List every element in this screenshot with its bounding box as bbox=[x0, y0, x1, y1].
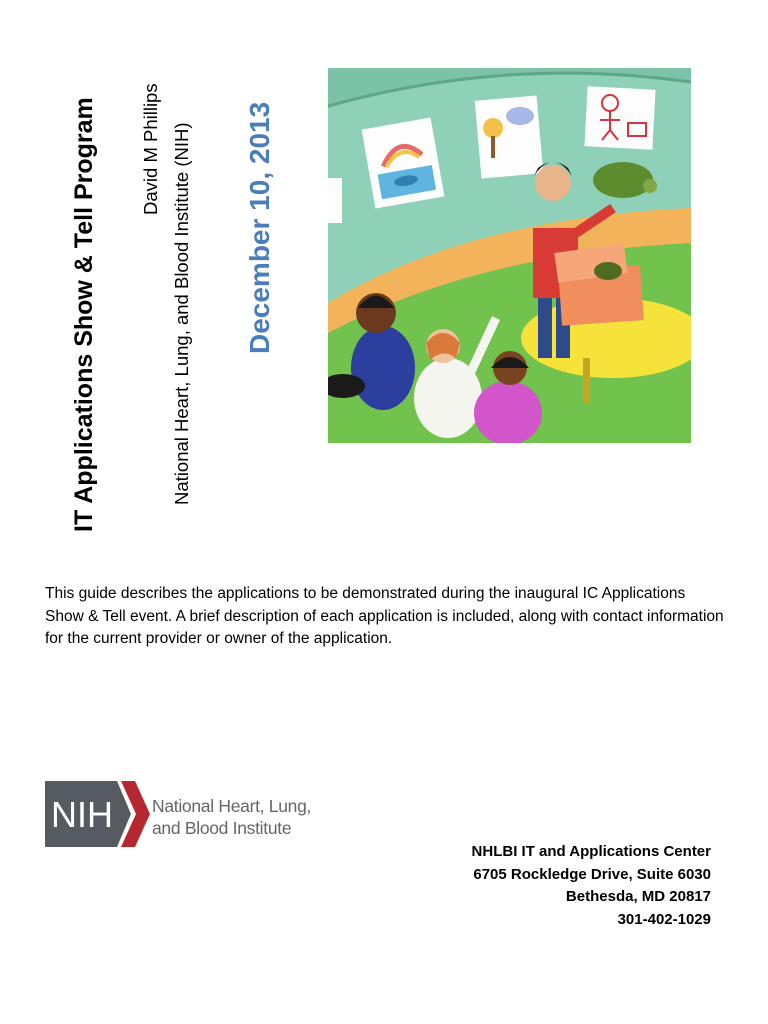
classroom-show-and-tell-illustration bbox=[328, 68, 691, 443]
address-line1: NHLBI IT and Applications Center bbox=[471, 843, 711, 860]
contact-address bbox=[472, 841, 711, 931]
nih-wordmark-line2: and Blood Institute bbox=[152, 818, 292, 838]
nih-logo-abbrev: NIH bbox=[51, 794, 113, 835]
nih-logo bbox=[45, 781, 155, 847]
nih-institute-wordmark bbox=[152, 795, 311, 839]
address-phone: 301-402-1029 bbox=[617, 910, 711, 928]
address-line2: 6705 Rockledge Drive, Suite 6030 bbox=[473, 865, 711, 883]
intro-paragraph: This guide describes the applications to be demonstrated during the inaugural IC Applications Show & Tell event. A brief description of each application is included, along with contact information for the current provider or owner of the application. bbox=[45, 585, 724, 647]
author-name: David M Phillips bbox=[140, 83, 161, 215]
address-line3: Bethesda, MD 20817 bbox=[565, 888, 711, 905]
document-title: IT Applications Show & Tell Program bbox=[70, 97, 98, 532]
institute-name: National Heart, Lung, and Blood Institute (NIH) bbox=[171, 122, 192, 505]
event-date: December 10, 2013 bbox=[244, 101, 275, 354]
nih-wordmark-line1: National Heart, Lung, bbox=[152, 796, 312, 816]
